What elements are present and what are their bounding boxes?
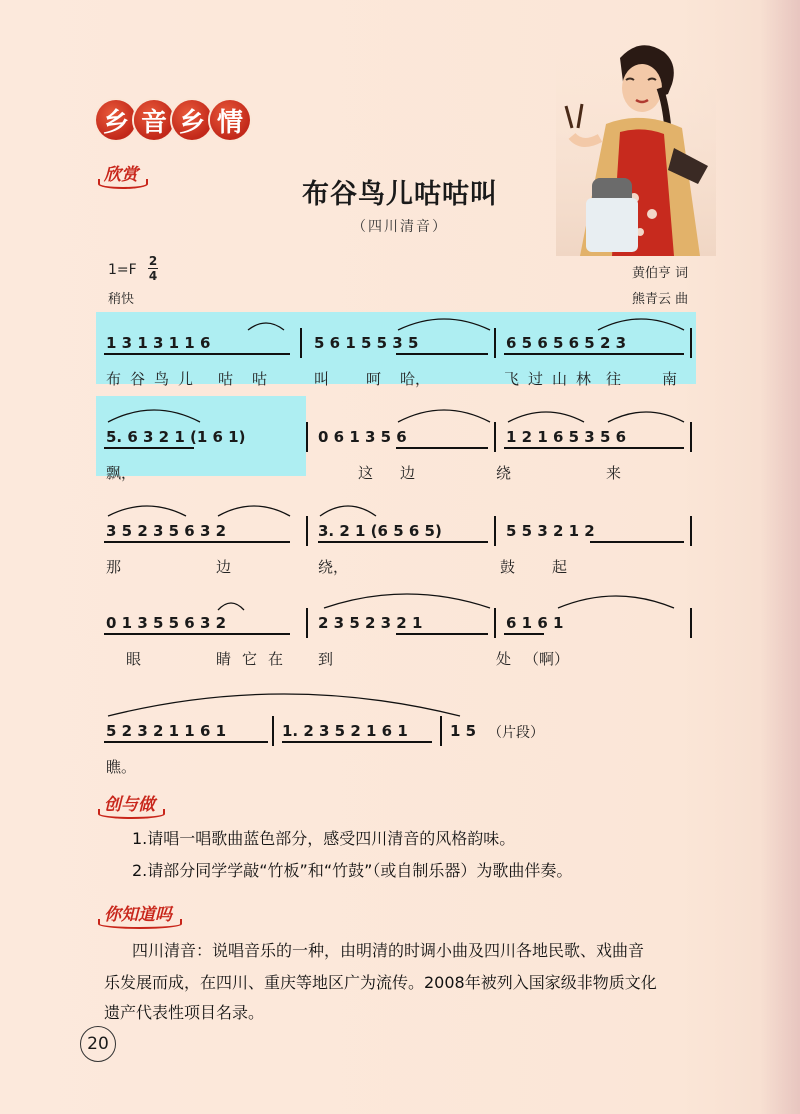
- slur: [246, 316, 286, 332]
- song-subtitle: （四川清音）: [352, 219, 448, 235]
- page-number: 20: [80, 1026, 116, 1062]
- beam: [104, 447, 194, 449]
- barline: [306, 516, 308, 546]
- row4-measure1: 0 1 3 5 5 6 3 2: [106, 614, 227, 632]
- slur: [506, 404, 586, 424]
- lyric: 呵: [366, 370, 382, 388]
- beam: [504, 633, 544, 635]
- lyric: 哈，: [400, 370, 431, 388]
- barline: [306, 422, 308, 452]
- beam: [396, 633, 488, 635]
- row1-measure1: 1 3 1 3 1 1 6: [106, 334, 211, 352]
- slur: [318, 498, 378, 518]
- knowledge-line-1: 四川清音：说唱音乐的一种，由明清的时调小曲及四川各地民歌、戏曲音: [132, 941, 645, 960]
- lyric: 南: [662, 370, 678, 388]
- barline: [690, 422, 692, 452]
- beam: [504, 447, 684, 449]
- lyric: 绕，: [318, 558, 349, 576]
- badge-char-3: 乡: [172, 100, 212, 140]
- beam: [318, 541, 488, 543]
- row3-measure1: 3 5 2 3 5 6 3 2: [106, 522, 227, 540]
- lyric: 儿: [178, 370, 194, 388]
- row2-measure2: 0 6 1 3 5 6: [318, 428, 407, 446]
- barline: [494, 608, 496, 638]
- lyric: 起: [552, 558, 568, 576]
- lyric: 咕: [252, 370, 268, 388]
- row1-measure3: 6 5 6 5 6 5 2 3: [506, 334, 627, 352]
- lyric: 山: [552, 370, 568, 388]
- lyric: 它: [242, 650, 258, 668]
- row2-notes: [96, 422, 696, 452]
- barline: [306, 608, 308, 638]
- row5-measure1: 5 2 3 2 1 1 6 1: [106, 722, 227, 740]
- row1-measure2: 5 6 1 5 5 3 5: [314, 334, 419, 352]
- row3-measure3: 5 5 3 2 1 2: [506, 522, 595, 540]
- lyric: 飞: [504, 370, 520, 388]
- knowledge-tag-label: 你知道吗: [104, 905, 172, 925]
- lyric: 到: [318, 650, 334, 668]
- tempo-marking: 稍快: [108, 292, 135, 307]
- lyric: 睛: [216, 650, 232, 668]
- lyric: 边: [400, 464, 416, 482]
- beam: [104, 541, 290, 543]
- song-title: 布谷鸟儿咕咕叫: [302, 179, 498, 210]
- lyric: 林: [576, 370, 592, 388]
- lyric: 谷: [130, 370, 146, 388]
- practice-tag: [104, 790, 155, 815]
- slur: [396, 312, 492, 332]
- beam: [104, 741, 268, 743]
- badge-char-4: 情: [210, 100, 250, 140]
- lyric: 往: [606, 370, 622, 388]
- beam: [504, 353, 684, 355]
- practice-item-1: 1.请唱一唱歌曲蓝色部分，感受四川清音的风格韵味。: [132, 829, 516, 848]
- lyric: 绕: [496, 464, 512, 482]
- barline: [300, 328, 302, 358]
- slur: [322, 582, 492, 610]
- slur: [106, 676, 462, 718]
- lyric: 眼: [126, 650, 142, 668]
- lyric: 来: [606, 464, 622, 482]
- lyric: 飘，: [106, 464, 137, 482]
- excerpt-note: （片段）: [488, 725, 544, 741]
- barline: [690, 516, 692, 546]
- barline: [494, 328, 496, 358]
- appreciate-tag-label: 欣赏: [104, 165, 138, 185]
- section-badge: [96, 100, 248, 140]
- slur: [396, 400, 492, 424]
- badge-char-2: 音: [134, 100, 174, 140]
- barline: [272, 716, 274, 746]
- lyric: 处: [496, 650, 512, 668]
- barline: [494, 422, 496, 452]
- lyric: 鼓: [500, 558, 516, 576]
- page-edge-shadow: [760, 0, 800, 1114]
- row4-measure2: 2 3 5 2 3 2 1: [318, 614, 423, 632]
- knowledge-line-3: 遗产代表性项目名录。: [104, 1003, 265, 1022]
- knowledge-tag: [104, 900, 172, 925]
- lyric: 边: [216, 558, 232, 576]
- practice-tag-label: 创与做: [104, 795, 155, 815]
- lyric: 瞧。: [106, 758, 137, 776]
- beam: [396, 353, 488, 355]
- lyric: 叫: [314, 370, 330, 388]
- row3-measure2: 3. 2 1 (6 5 6 5): [318, 522, 442, 540]
- beam: [104, 353, 290, 355]
- beam: [282, 741, 432, 743]
- key-signature: 1=F: [108, 262, 137, 278]
- slur: [106, 498, 188, 518]
- lyric: 在: [268, 650, 284, 668]
- slur: [606, 404, 686, 424]
- row5-measure2: 1. 2 3 5 2 1 6 1: [282, 722, 408, 740]
- row5-notes: [96, 716, 696, 746]
- beam: [396, 447, 488, 449]
- slur: [216, 498, 292, 518]
- badge-char-1: 乡: [96, 100, 136, 140]
- slur: [216, 596, 246, 612]
- slur: [596, 312, 686, 332]
- lyricist-credit: 黄伯亨 词: [632, 266, 689, 281]
- slur: [106, 400, 202, 424]
- beam: [590, 541, 684, 543]
- lyric: 过: [528, 370, 544, 388]
- row1-notes: [96, 328, 696, 358]
- time-signature: 2 4: [148, 254, 158, 283]
- practice-item-2: 2.请部分同学学敲“竹板”和“竹鼓”（或自制乐器）为歌曲伴奏。: [132, 861, 573, 880]
- row3-notes: [96, 516, 696, 546]
- lyric: 这: [358, 464, 374, 482]
- barline: [690, 328, 692, 358]
- lyric: 那: [106, 558, 122, 576]
- barline: [690, 608, 692, 638]
- row2-measure3: 1 2 1 6 5 3 5 6: [506, 428, 627, 446]
- slur: [556, 586, 676, 610]
- lyric: 布: [106, 370, 122, 388]
- lyric: （啊）: [524, 650, 570, 668]
- knowledge-line-2: 乐发展而成，在四川、重庆等地区广为流传。2008年被列入国家级非物质文化: [104, 973, 657, 992]
- barline: [494, 516, 496, 546]
- beam: [104, 633, 290, 635]
- row4-notes: [96, 608, 696, 638]
- composer-credit: 熊青云 曲: [632, 292, 689, 307]
- row4-measure3: 6 1 6 1: [506, 614, 564, 632]
- lyric: 鸟: [154, 370, 170, 388]
- row2-measure1: 5. 6 3 2 1 (1 6 1): [106, 428, 246, 446]
- barline: [440, 716, 442, 746]
- row5-measure3: 1 5: [450, 722, 477, 740]
- lyric: 咕: [218, 370, 234, 388]
